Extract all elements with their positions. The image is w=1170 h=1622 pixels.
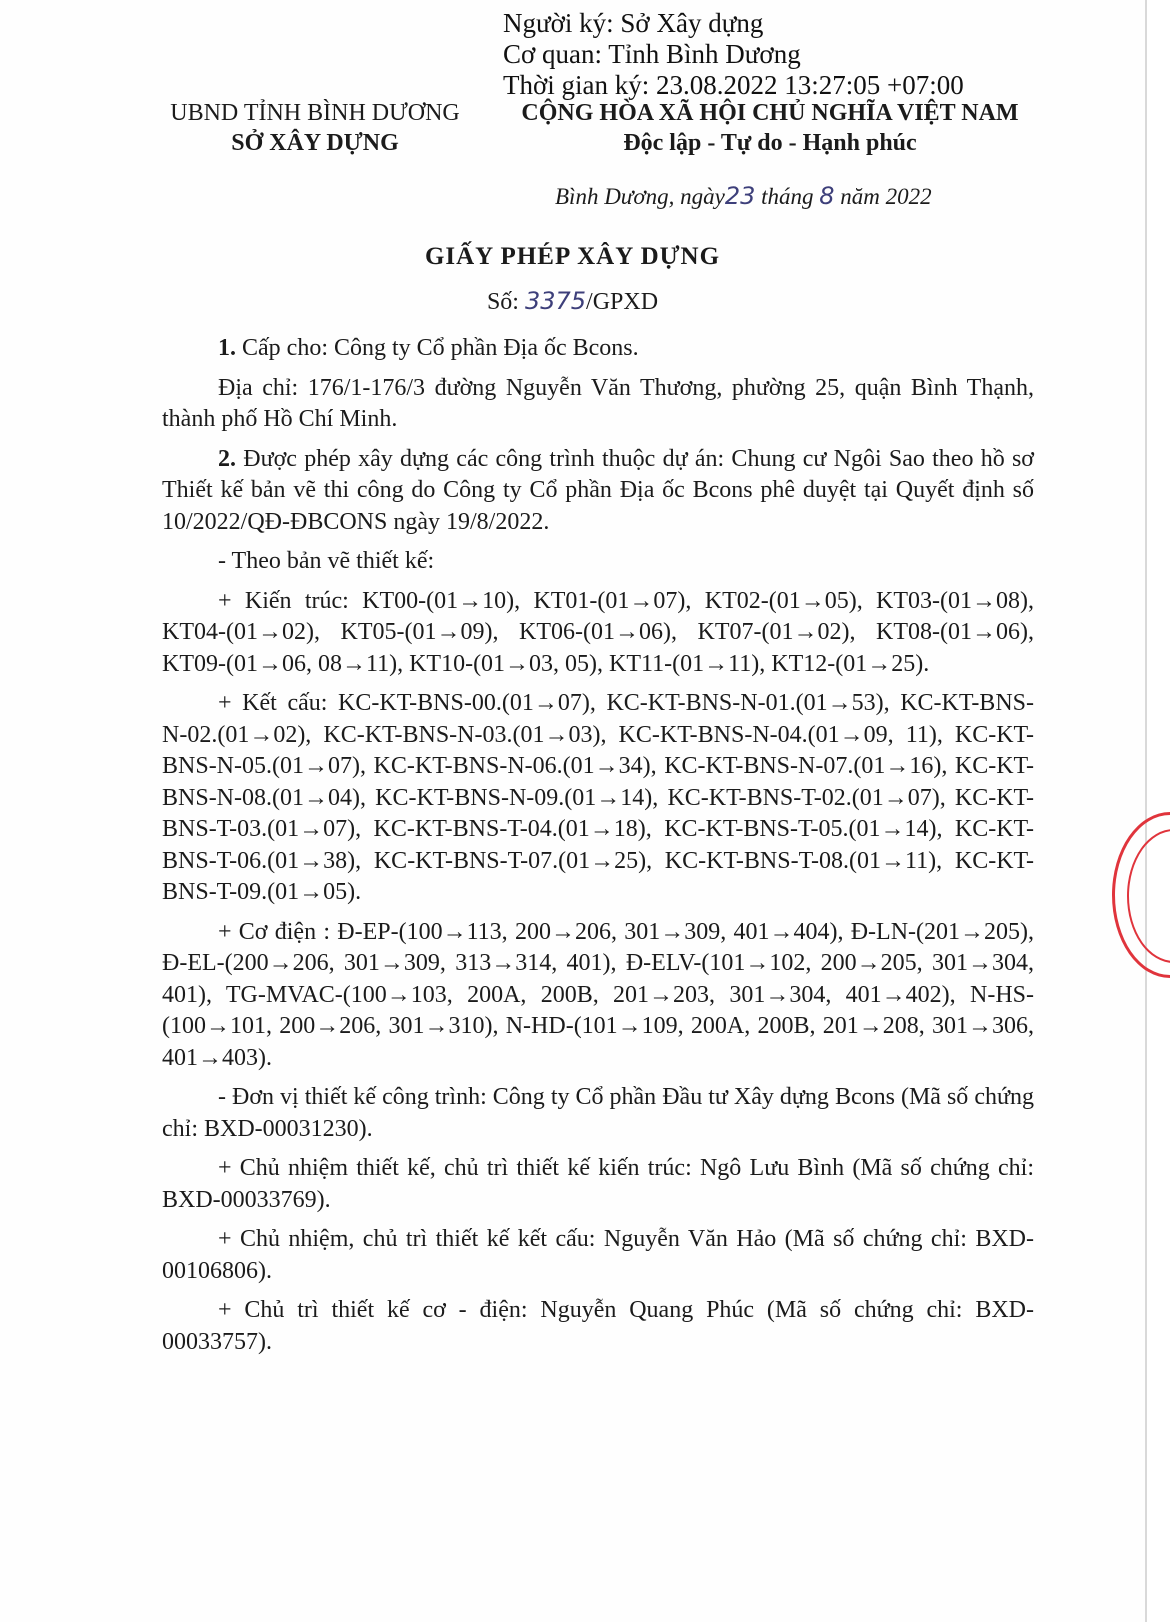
document-body (162, 333, 1034, 1366)
department-name: SỞ XÂY DỰNG (231, 130, 399, 156)
paragraph-design-unit: - Đơn vị thiết kế công trình: Công ty Cổ phần Đầu tư Xây dựng Bcons (Mã số chứng chỉ: BXD-00031230). (162, 1084, 1034, 1142)
paragraph-architecture-lead: + Chủ nhiệm thiết kế, chủ trì thiết kế kiến trúc: Ngô Lưu Bình (Mã số chứng chỉ: BXD-00033769). (162, 1155, 1034, 1213)
paragraph-architecture: + Kiến trúc: KT00-(01→10), KT01-(01→07), KT02-(01→05), KT03-(01→08), KT04-(01→02), KT05-(01→09), KT06-(01→06), KT07-(01→02), KT08-(01→06), KT09-(01→06, 08→11), KT10-(01→03, 05), KT11-(01→11), KT12-(01→25). (162, 587, 1034, 677)
month-label: tháng (761, 184, 814, 209)
paragraph-address: Địa chỉ: 176/1-176/3 đường Nguyễn Văn Thương, phường 25, quận Bình Thạnh, thành phố Hồ Chí Minh. (162, 374, 1034, 432)
paragraph-mep-lead: + Chủ trì thiết kế cơ - điện: Nguyễn Quang Phúc (Mã số chứng chỉ: BXD-00033757). (162, 1297, 1034, 1355)
digital-signature-block (503, 8, 964, 101)
number-suffix: /GPXD (586, 289, 659, 315)
paragraph-issued-to (162, 333, 1034, 365)
date-day: 23 (724, 182, 756, 210)
document-number (0, 287, 1145, 316)
place-date (555, 182, 932, 210)
paragraph-structure-lead: + Chủ nhiệm, chủ trì thiết kế kết cấu: Nguyễn Văn Hảo (Mã số chứng chỉ: BXD-00106806). (162, 1226, 1034, 1284)
seal-inner-ring (1127, 829, 1170, 963)
province-committee: UBND TỈNH BÌNH DƯƠNG (170, 100, 460, 126)
issuing-authority (150, 98, 480, 158)
country-name: CỘNG HÒA XÃ HỘI CHỦ NGHĨA VIỆT NAM (521, 100, 1019, 126)
date-month: 8 (819, 182, 835, 210)
signed-time-line: Thời gian ký: 23.08.2022 13:27:05 +07:00 (503, 70, 964, 100)
number-prefix: Số: (486, 289, 519, 315)
document-title: GIẤY PHÉP XÂY DỰNG (424, 243, 721, 270)
paragraph-structure: + Kết cấu: KC-KT-BNS-00.(01→07), KC-KT-BNS-N-01.(01→53), KC-KT-BNS-N-02.(01→02), KC-KT-BNS-N-03.(01→03), KC-KT-BNS-N-04.(01→09, 11), KC-KT-BNS-N-05.(01→07), KC-KT-BNS-N-06.(01→34), KC-KT-BNS-N-07.(01→16), KC-KT-BNS-N-08.(01→04), KC-KT-BNS-N-09.(01→14), KC-KT-BNS-T-02.(01→07), KC-KT-BNS-T-03.(01→07), KC-KT-BNS-T-04.(01→18), KC-KT-BNS-T-05.(01→14), KC-KT-BNS-T-06.(01→38), KC-KT-BNS-T-07.(01→25), KC-KT-BNS-T-08.(01→11), KC-KT-BNS-T-09.(01→05). (162, 690, 1034, 905)
permission-text: Được phép xây dựng các công trình thuộc dự án: Chung cư Ngôi Sao theo hồ sơ Thiết kế bản vẽ thi công do Công ty Cổ phần Địa ốc Bcons phê duyệt tại Quyết định số 10/2022/QĐ-ĐBCONS ngày 19/8/2022. (162, 445, 1034, 535)
agency-line: Cơ quan: Tỉnh Bình Dương (503, 39, 801, 69)
number-value: 3375 (524, 287, 587, 315)
date-year: năm 2022 (840, 184, 932, 209)
paragraph-mep: + Cơ điện : Đ-EP-(100→113, 200→206, 301→309, 401→404), Đ-LN-(201→205), Đ-EL-(200→206, 301→309, 313→314, 401), Đ-ELV-(101→102, 200→205, 301→304, 401), TG-MVAC-(100→103, 200A, 200B, 201→203, 301→304, 401→402), N-HS-(100→101, 200→206, 301→310), N-HD-(101→109, 200A, 200B, 201→208, 301→306, 401→403). (162, 918, 1034, 1071)
motto: Độc lập - Tự do - Hạnh phúc (623, 130, 917, 156)
issued-to-text: Cấp cho: Công ty Cổ phần Địa ốc Bcons. (242, 335, 639, 361)
national-motto (500, 98, 1040, 158)
date-prefix: Bình Dương, ngày (555, 184, 725, 209)
paragraph-drawings-heading: - Theo bản vẽ thiết kế: (218, 548, 435, 574)
section-number: 2. (218, 445, 236, 472)
paragraph-permission (162, 444, 1034, 539)
signer-line: Người ký: Sở Xây dựng (503, 8, 764, 38)
section-number: 1. (218, 335, 236, 361)
